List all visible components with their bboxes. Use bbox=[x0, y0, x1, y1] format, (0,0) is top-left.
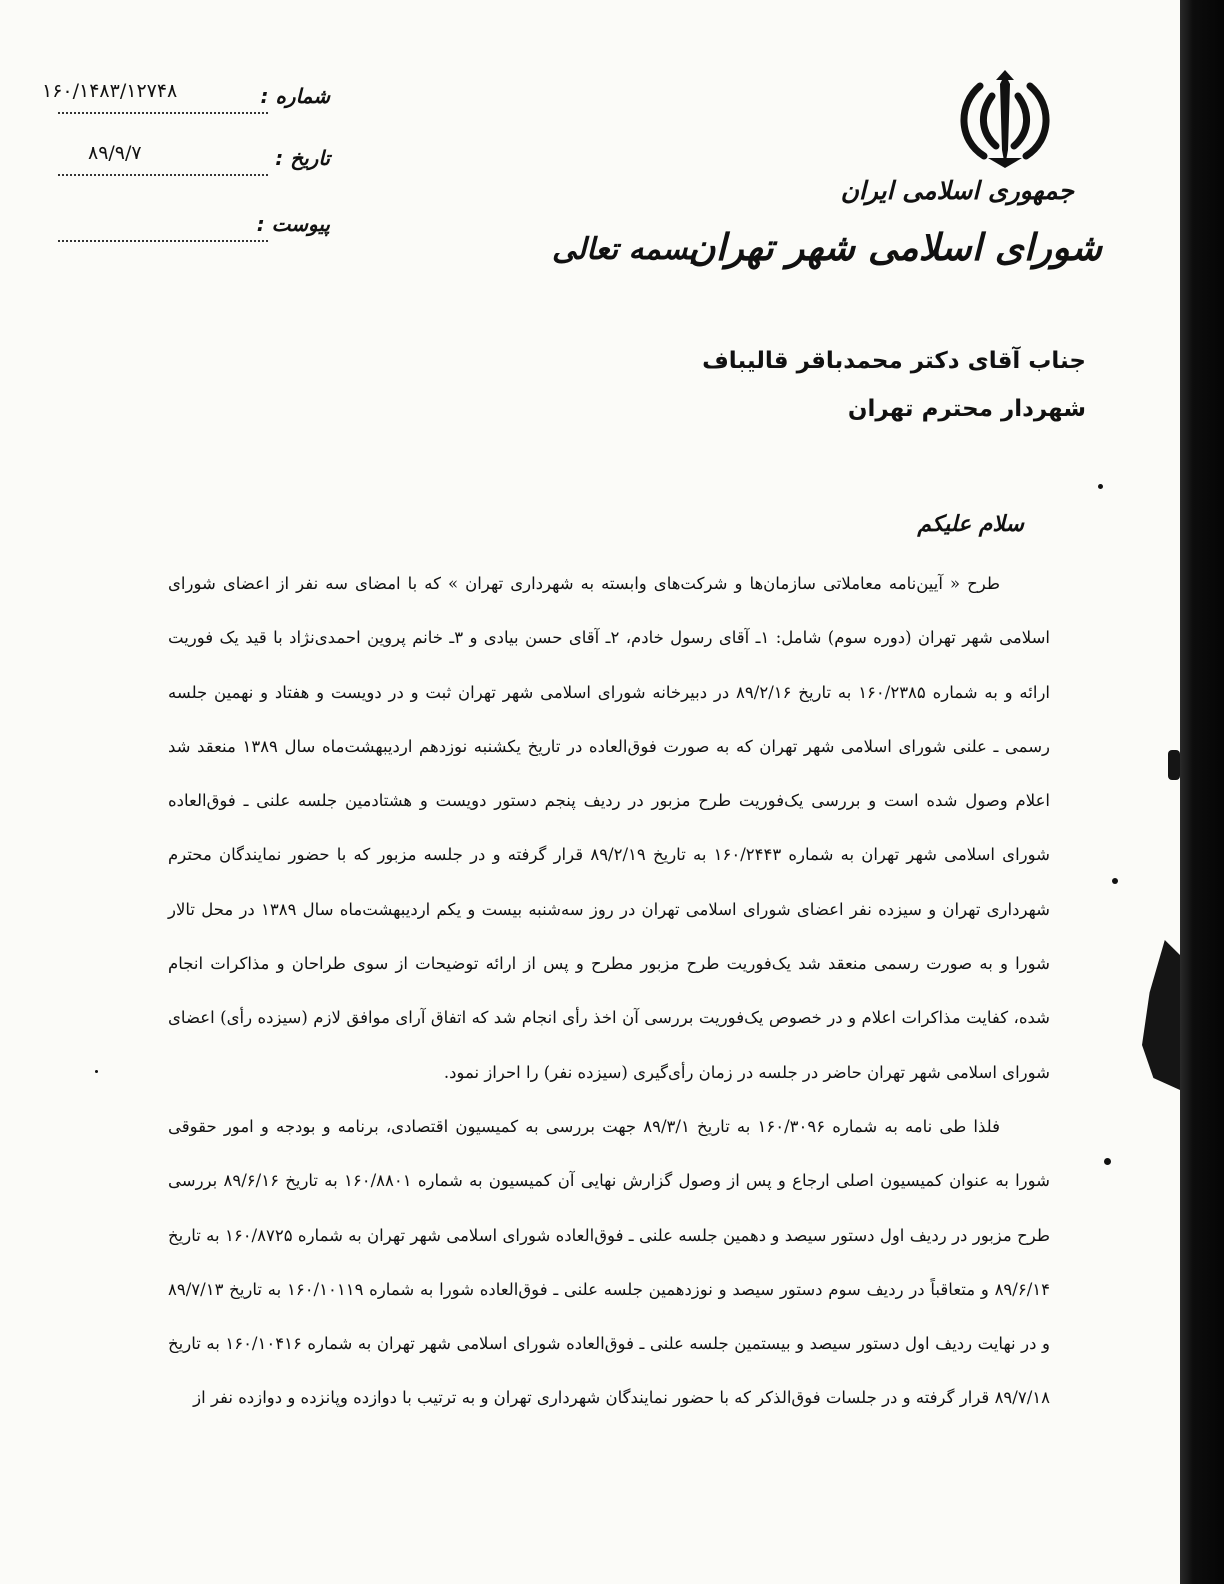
scan-speck bbox=[1112, 878, 1118, 884]
addressee-title: شهردار محترم تهران bbox=[847, 396, 1086, 422]
letter-date-value: ۸۹/۹/۷ bbox=[88, 142, 142, 164]
scan-speck bbox=[95, 1070, 98, 1073]
letter-date-row bbox=[40, 142, 330, 180]
invocation-text: بسمه تعالی bbox=[552, 232, 698, 267]
letter-number-label: شماره : bbox=[260, 84, 330, 108]
iran-emblem-icon bbox=[950, 66, 1060, 170]
scan-artifact bbox=[1142, 940, 1180, 1090]
letter-number-row bbox=[40, 80, 330, 118]
scan-artifact bbox=[1168, 750, 1180, 780]
letter-number-value: ۱۶۰/۱۴۸۳/۱۲۷۴۸ bbox=[42, 80, 178, 102]
body-paragraph-1: طرح « آیین‌نامه معاملاتی سازمان‌ها و شرکت‌های وابسته به شهرداری تهران » که با امضای سه نفر از اعضای شورای اسلامی شهر تهران (دوره سوم) شامل: ۱ـ آقای رسول خادم، ۲ـ آقای حسن بیادی و ۳ـ خانم پروین احمدی‌نژاد با قید یک فوریت ارائه و به شماره ۱۶۰/۲۳۸۵ به تاریخ ۸۹/۲/۱۶ در دبیرخانه شورای اسلامی شهر تهران ثبت و در دویست و هفتاد و نهمین جلسه رسمی ـ علنی شورای اسلامی شهر تهران که به صورت فوق‌العاده در تاریخ یکشنبه نوزدهم اردیبهشت‌ماه سال ۱۳۸۹ منعقد شد اعلام وصول شده است و بررسی یک‌فوریت طرح مزبور در ردیف پنجم دستور دویست و هشتادمین جلسه علنی ـ فوق‌العاده شورای اسلامی شهر تهران به شماره ۱۶۰/۲۴۴۳ به تاریخ ۸۹/۲/۱۹ قرار گرفته و در جلسه مزبور که با حضور نمایندگان محترم شهرداری تهران و سیزده نفر اعضای شورای اسلامی تهران در روز سه‌شنبه بیست و یکم اردیبهشت‌ماه سال ۱۳۸۹ در محل تالار شورا و به صورت رسمی منعقد شد یک‌فوریت طرح مزبور مطرح و پس از ارائه توضیحات از سوی طراحان و مذاکرات انجام شده، کفایت مذاکرات اعلام و در خصوص یک‌فوریت بررسی آن اخذ رأی انجام شد که اتفاق آرای موافق لازم (سیزده رأی) اعضای شورای اسلامی شهر تهران حاضر در جلسه در زمان رأی‌گیری (سیزده نفر) را احراز نمود. bbox=[168, 574, 1051, 1082]
letter-body bbox=[168, 557, 1050, 1426]
body-paragraph-2: فلذا طی نامه به شماره ۱۶۰/۳۰۹۶ به تاریخ ۸۹/۳/۱ جهت بررسی به کمیسیون اقتصادی، برنامه و بودجه و امور حقوقی شورا به عنوان کمیسیون اصلی ارجاع و پس از وصول گزارش نهایی آن کمیسیون به شماره ۱۶۰/۸۸۰۱ به تاریخ ۸۹/۶/۱۶ بررسی طرح مزبور در ردیف اول دستور سیصد و دهمین جلسه علنی ـ فوق‌العاده شورای اسلامی شهر تهران به شماره ۱۶۰/۸۷۲۵ به تاریخ ۸۹/۶/۱۴ و متعاقباً در ردیف سوم دستور سیصد و نوزدهمین جلسه علنی ـ فوق‌العاده شورا به شماره ۱۶۰/۱۰۱۱۹ به تاریخ ۸۹/۷/۱۳ و در نهایت ردیف اول دستور سیصد و بیستمین جلسه علنی ـ فوق‌العاده شورای اسلامی شهر تهران به شماره ۱۶۰/۱۰۴۱۶ به تاریخ ۸۹/۷/۱۸ قرار گرفته و در جلسات فوق‌الذکر که با حضور نمایندگان شهرداری تهران و به ترتیب با دوازده وپانزده و دوازده نفر از bbox=[168, 1116, 1050, 1408]
scan-dark-edge bbox=[1180, 0, 1224, 1584]
dotted-line bbox=[58, 174, 268, 176]
greeting: سلام علیکم bbox=[917, 512, 1024, 537]
letter-date-label: تاریخ : bbox=[275, 146, 330, 170]
letter-attachment-label: پیوست : bbox=[256, 212, 330, 236]
letter-attachment-row bbox=[40, 212, 330, 246]
addressee-name: جناب آقای دکتر محمدباقر قالیباف bbox=[702, 348, 1086, 374]
scan-speck bbox=[1104, 1158, 1111, 1165]
dotted-line bbox=[58, 240, 268, 242]
scan-speck bbox=[1098, 484, 1103, 489]
republic-title: جمهوری اسلامی ایران bbox=[840, 176, 1074, 205]
dotted-line bbox=[58, 112, 268, 114]
council-title: شورای اسلامی شهر تهران bbox=[688, 226, 1102, 269]
